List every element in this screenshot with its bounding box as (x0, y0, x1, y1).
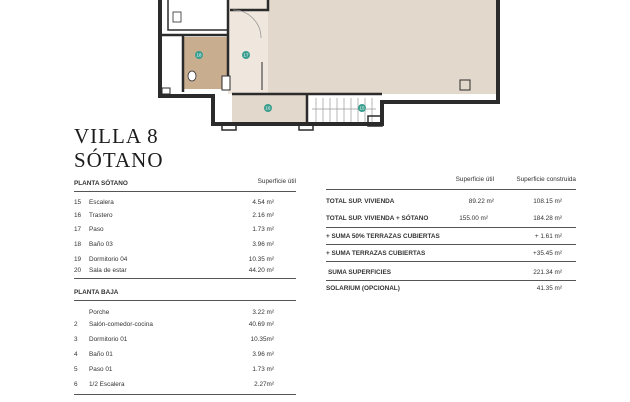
col-header-construida: Superficie construida (516, 176, 576, 183)
right-totals-table (326, 174, 576, 304)
totals-row: SOLARIUM (OPCIONAL) 41.35 m² (326, 285, 562, 292)
divider (326, 244, 576, 245)
col-header-util: Superficie útil (257, 178, 296, 185)
col-header-util-right: Superficie útil (455, 176, 494, 183)
table-row: 4 Baño 01 3.96 m² (74, 351, 274, 358)
table-row: 5 Paso 01 1.73 m² (74, 366, 274, 373)
table-row: 2 Salón-comedor-cocina 40.69 m² (74, 321, 274, 328)
totals-row: TOTAL SUP. VIVIENDA + SÓTANO 155.00 m² 184.28 m² (326, 215, 562, 222)
divider (326, 227, 576, 228)
badge-16: 16 (265, 105, 271, 111)
divider (326, 189, 576, 190)
table-row: 6 1/2 Escalera 2.27m² (74, 381, 274, 388)
bathroom-room (183, 37, 228, 89)
badge-18: 18 (196, 52, 202, 58)
table-row: 17 Paso 1.73 m² (74, 226, 274, 233)
table-row: 19 Dormitorio 04 10.35 m² (74, 256, 274, 263)
section-title-sotano: PLANTA SÓTANO (74, 180, 128, 187)
totals-row: + SUMA TERRAZAS CUBIERTAS +35.45 m² (326, 250, 562, 257)
section-title-baja: PLANTA BAJA (74, 289, 119, 296)
table-row: 15 Escalera 4.54 m² (74, 199, 274, 206)
plan-walls (160, 0, 498, 130)
divider (326, 261, 576, 262)
table-row: 18 Baño 03 3.96 m² (74, 241, 274, 248)
badge-17: 17 (243, 52, 249, 58)
table-row: Porche 3.22 m² (89, 309, 274, 316)
totals-row: TOTAL SUP. VIVIENDA 89.22 m² 108.15 m² (326, 198, 562, 205)
totals-row: SUMA SUPERFICIES 221.34 m² (328, 269, 562, 276)
badge-15: 15 (359, 105, 365, 111)
divider (74, 191, 296, 192)
title-line-2: SÓTANO (74, 148, 164, 172)
divider (326, 280, 576, 281)
totals-row: + SUMA 50% TERRAZAS CUBIERTAS + 1.61 m² (326, 233, 562, 240)
table-row: 20 Sala de estar 44.20 m² (74, 267, 274, 274)
divider (74, 300, 296, 301)
floor-plan (0, 0, 630, 140)
table-row: 16 Trastero 2.16 m² (74, 212, 274, 219)
divider (74, 278, 296, 279)
table-row: 3 Dormitorio 01 10.35m² (74, 336, 274, 343)
villa-title (74, 124, 164, 172)
divider (74, 394, 296, 395)
title-line-1: VILLA 8 (74, 124, 159, 148)
left-surface-table (74, 178, 296, 402)
